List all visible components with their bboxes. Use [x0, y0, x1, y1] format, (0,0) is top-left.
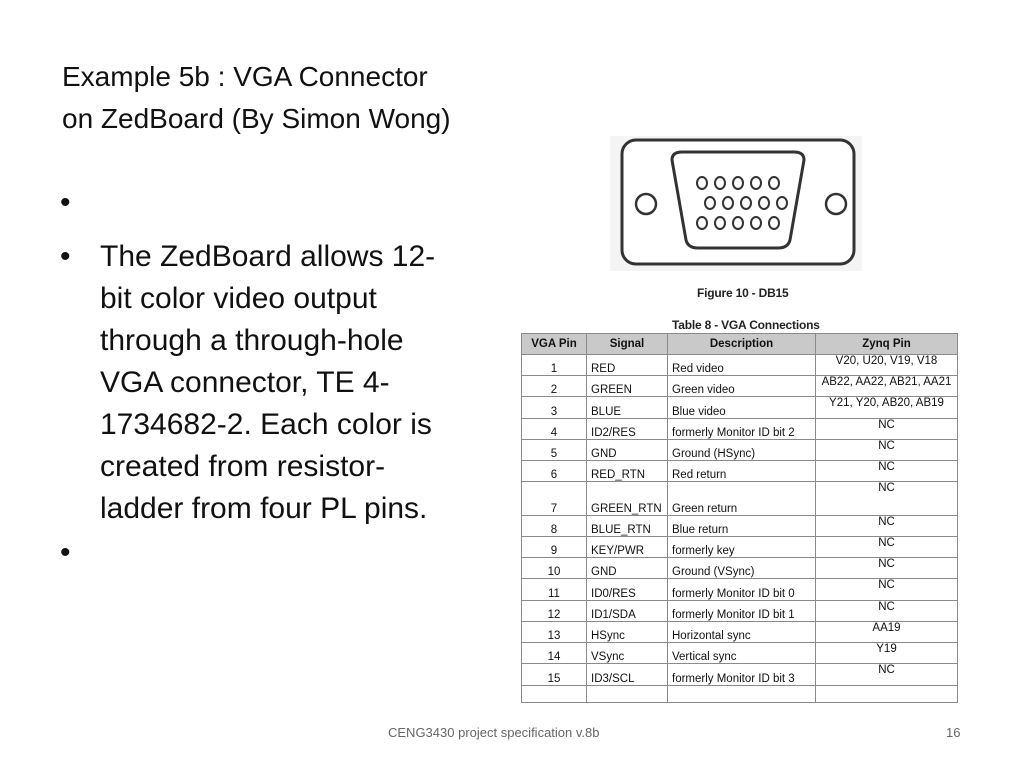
cell-signal: GND	[587, 439, 668, 460]
cell-description: formerly Monitor ID bit 1	[668, 600, 816, 621]
cell-description: Green return	[668, 482, 816, 515]
cell-zynq: NC	[816, 537, 958, 558]
cell-signal: BLUE	[587, 397, 668, 418]
cell-pin: 1	[522, 355, 587, 376]
slide-title	[62, 56, 502, 140]
table-row	[522, 376, 958, 397]
connector-pin-hole	[705, 197, 715, 209]
figure-caption: Figure 10 - DB15	[697, 286, 789, 300]
table-row	[522, 482, 958, 515]
cell-description: Blue return	[668, 515, 816, 536]
slide-title-line-2: on ZedBoard (By Simon Wong)	[62, 103, 451, 134]
cell-description: Green video	[668, 376, 816, 397]
table-row	[522, 515, 958, 536]
bullet-item-empty-2	[58, 532, 438, 574]
cell-description: Ground (VSync)	[668, 558, 816, 579]
cell-zynq: NC	[816, 558, 958, 579]
cell-signal: KEY/PWR	[587, 537, 668, 558]
cell-signal: VSync	[587, 643, 668, 664]
cell-description: Vertical sync	[668, 643, 816, 664]
cell-zynq: NC	[816, 515, 958, 536]
table-row	[522, 558, 958, 579]
cell-description: Ground (HSync)	[668, 439, 816, 460]
connector-pin-hole	[715, 217, 725, 229]
bullet-text: The ZedBoard allows 12-bit color video output through a through-hole VGA connector, TE 4-1734682-2. Each color is created from resistor-ladder from four PL pins.	[100, 240, 436, 525]
cell-description: Red return	[668, 461, 816, 482]
cell-zynq: NC	[816, 664, 958, 685]
table-header-row	[522, 334, 958, 355]
cell-pin: 13	[522, 621, 587, 642]
cell-pin: 15	[522, 664, 587, 685]
cell-signal: ID3/SCL	[587, 664, 668, 685]
cell-signal: ID1/SDA	[587, 600, 668, 621]
cell-pin: 2	[522, 376, 587, 397]
cell-description: Blue video	[668, 397, 816, 418]
cell-description: formerly Monitor ID bit 0	[668, 579, 816, 600]
cell-zynq: NC	[816, 439, 958, 460]
connector-pin-hole	[777, 197, 787, 209]
table-row	[522, 355, 958, 376]
cell-zynq: AB22, AA22, AB21, AA21	[816, 376, 958, 397]
connector-pin-hole	[715, 177, 725, 189]
header-description: Description	[668, 334, 816, 355]
slide-title-line-1: Example 5b : VGA Connector	[62, 61, 428, 92]
cell-zynq: NC	[816, 600, 958, 621]
cell-zynq: NC	[816, 579, 958, 600]
cell-zynq: NC	[816, 461, 958, 482]
mounting-hole-right	[826, 194, 846, 214]
table-row	[522, 397, 958, 418]
db15-connector-figure	[610, 136, 862, 271]
table-row	[522, 461, 958, 482]
cell-signal: BLUE_RTN	[587, 515, 668, 536]
cell-signal: RED	[587, 355, 668, 376]
bullet-dot: •	[60, 186, 71, 219]
cell-description: formerly Monitor ID bit 3	[668, 664, 816, 685]
connector-pin-hole	[751, 177, 761, 189]
cell-zynq: Y19	[816, 643, 958, 664]
bullet-dot: •	[60, 240, 71, 273]
table-row	[522, 439, 958, 460]
connector-pin-hole	[697, 177, 707, 189]
cell-zynq: NC	[816, 418, 958, 439]
cell-zynq: Y21, Y20, AB20, AB19	[816, 397, 958, 418]
header-vga-pin: VGA Pin	[522, 334, 587, 355]
table-row	[522, 621, 958, 642]
cell-zynq: AA19	[816, 621, 958, 642]
table-row	[522, 643, 958, 664]
cell-pin: 6	[522, 461, 587, 482]
bullet-item-zedboard-vga	[58, 236, 438, 530]
cell-pin: 5	[522, 439, 587, 460]
cell-signal: GND	[587, 558, 668, 579]
table-row	[522, 664, 958, 685]
connector-pin-hole	[751, 217, 761, 229]
cell-pin: 9	[522, 537, 587, 558]
page-number: 16	[946, 725, 961, 740]
cell-pin: 4	[522, 418, 587, 439]
table-row	[522, 579, 958, 600]
table-caption: Table 8 - VGA Connections	[672, 318, 820, 332]
cell-description: Horizontal sync	[668, 621, 816, 642]
cell-signal: ID0/RES	[587, 579, 668, 600]
cell-zynq: NC	[816, 482, 958, 515]
bullet-item-empty-1	[58, 182, 438, 224]
bullet-list	[58, 182, 438, 574]
cell-description: Red video	[668, 355, 816, 376]
connector-pin-hole	[769, 177, 779, 189]
cell-pin: 12	[522, 600, 587, 621]
connector-pin-hole	[697, 217, 707, 229]
cell-signal: GREEN_RTN	[587, 482, 668, 515]
connector-pin-hole	[733, 217, 743, 229]
cell-description: formerly Monitor ID bit 2	[668, 418, 816, 439]
connector-pin-hole	[733, 177, 743, 189]
cell-pin: 11	[522, 579, 587, 600]
cell-pin: 8	[522, 515, 587, 536]
cell-signal: GREEN	[587, 376, 668, 397]
cell-signal: HSync	[587, 621, 668, 642]
connector-pin-hole	[759, 197, 769, 209]
cell-zynq: V20, U20, V19, V18	[816, 355, 958, 376]
footer-text: CENG3430 project specification v.8b	[388, 725, 600, 740]
cell-pin: 7	[522, 482, 587, 515]
connector-pin-hole	[741, 197, 751, 209]
db15-connector-drawing	[610, 136, 862, 271]
cell-pin: 10	[522, 558, 587, 579]
connector-pin-hole	[769, 217, 779, 229]
header-zynq-pin: Zynq Pin	[816, 334, 958, 355]
cell-description: formerly key	[668, 537, 816, 558]
cell-signal: ID2/RES	[587, 418, 668, 439]
cell-pin: 3	[522, 397, 587, 418]
table-row	[522, 418, 958, 439]
cell-signal: RED_RTN	[587, 461, 668, 482]
mounting-hole-left	[636, 194, 656, 214]
cell-pin: 14	[522, 643, 587, 664]
vga-connections-table	[521, 333, 958, 703]
table-row-empty	[522, 685, 958, 702]
table-row	[522, 600, 958, 621]
bullet-dot: •	[60, 536, 71, 569]
connector-pin-hole	[723, 197, 733, 209]
table-row	[522, 537, 958, 558]
header-signal: Signal	[587, 334, 668, 355]
